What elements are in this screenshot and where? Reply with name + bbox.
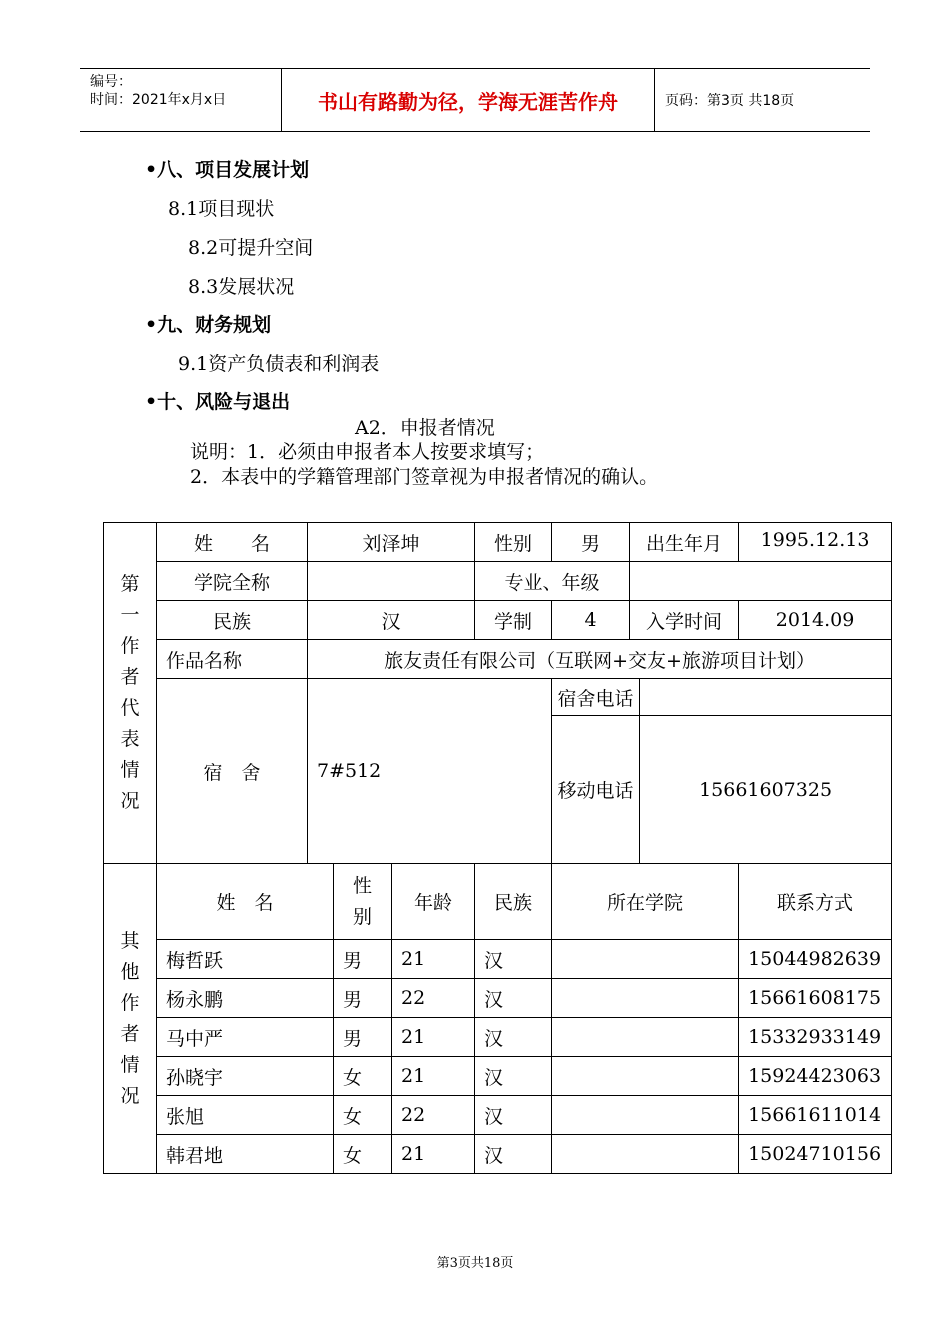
major-value [630,562,892,601]
work-label: 作品名称 [157,640,308,679]
time-label: 时间：2021年x月x日 [90,92,227,108]
author-age: 22 [392,979,475,1018]
author-age: 21 [392,1135,475,1174]
author-contact: 15924423063 [739,1057,892,1096]
author-age: 21 [392,1057,475,1096]
work-value: 旅友责任有限公司（互联网+交友+旅游项目计划） [308,640,892,679]
col-header-contact: 联系方式 [739,864,892,940]
length-value: 4 [552,601,630,640]
col-header-gender: 性别 [334,864,392,940]
col-header-ethnic: 民族 [475,864,552,940]
table-row [104,1135,892,1174]
page-footer: 第3页共18页 [436,1256,514,1271]
author-college [552,1135,739,1174]
applicant-table [103,522,892,1174]
length-label: 学制 [475,601,552,640]
author-college [552,1018,739,1057]
author-contact: 15024710156 [739,1135,892,1174]
dorm-value: 7#512 [308,679,552,864]
other-authors-side-label: 其他作者情况 [104,864,157,1174]
author-gender: 男 [334,1018,392,1057]
ethnic-label: 民族 [157,601,308,640]
author-age: 22 [392,1096,475,1135]
outline-item-9-1: 9.1资产负债表和利润表 [178,353,380,375]
author-gender: 男 [334,979,392,1018]
author-age: 21 [392,940,475,979]
author-college [552,979,739,1018]
author-college [552,940,739,979]
first-author-side-label: 第一作者代表情况 [104,523,157,864]
mobile-label: 移动电话 [552,716,640,864]
college-label: 学院全称 [157,562,308,601]
author-age: 21 [392,1018,475,1057]
author-name: 张旭 [157,1096,334,1135]
author-gender: 女 [334,1057,392,1096]
author-ethnic: 汉 [475,1057,552,1096]
author-name: 梅哲跃 [157,940,334,979]
birth-label: 出生年月 [630,523,739,562]
col-header-name: 姓 名 [157,864,334,940]
author-contact: 15332933149 [739,1018,892,1057]
header-motto-cell [282,69,655,131]
col-header-college: 所在学院 [552,864,739,940]
outline-heading-10: •十、风险与退出 [145,391,291,413]
author-gender: 女 [334,1135,392,1174]
gender-label: 性别 [475,523,552,562]
outline-heading-9: •九、财务规划 [145,314,272,336]
section-note-1: 说明：1．必须由申报者本人按要求填写； [190,441,545,463]
ethnic-value: 汉 [308,601,475,640]
mobile-value: 15661607325 [640,716,892,864]
author-contact: 15661608175 [739,979,892,1018]
section-title: A2．申报者情况 [355,417,495,439]
author-ethnic: 汉 [475,1135,552,1174]
college-value [308,562,475,601]
header-page-cell [655,69,870,131]
outline-heading-8: •八、项目发展计划 [145,159,310,181]
major-label: 专业、年级 [475,562,630,601]
author-contact: 15044982639 [739,940,892,979]
author-college [552,1057,739,1096]
name-label: 姓 名 [157,523,308,562]
outline-item-8-1: 8.1项目现状 [168,198,275,220]
page-info: 页码：第3页 共18页 [665,93,795,109]
author-name: 孙晓宇 [157,1057,334,1096]
serial-label: 编号： [90,74,132,90]
table-row [104,1057,892,1096]
author-name: 马中严 [157,1018,334,1057]
author-contact: 15661611014 [739,1096,892,1135]
table-row [104,1096,892,1135]
enroll-value: 2014.09 [739,601,892,640]
author-college [552,1096,739,1135]
outline-item-8-2: 8.2可提升空间 [188,237,314,259]
gender-value: 男 [552,523,630,562]
table-row [104,1018,892,1057]
enroll-label: 入学时间 [630,601,739,640]
author-gender: 女 [334,1096,392,1135]
author-ethnic: 汉 [475,940,552,979]
author-ethnic: 汉 [475,1096,552,1135]
page-header [80,68,870,132]
section-note-2: 2．本表中的学籍管理部门签章视为申报者情况的确认。 [190,466,659,488]
motto: 书山有路勤为径，学海无涯苦作舟 [318,89,618,114]
author-ethnic: 汉 [475,1018,552,1057]
table-row [104,940,892,979]
dorm-label: 宿 舍 [157,679,308,864]
author-name: 韩君地 [157,1135,334,1174]
table-row [104,979,892,1018]
outline-item-8-3: 8.3发展状况 [188,276,295,298]
author-name: 杨永鹏 [157,979,334,1018]
author-ethnic: 汉 [475,979,552,1018]
header-meta-cell [80,69,282,131]
name-value: 刘泽坤 [308,523,475,562]
dorm-phone-label: 宿舍电话 [552,679,640,716]
birth-value: 1995.12.13 [739,523,892,562]
col-header-age: 年龄 [392,864,475,940]
dorm-phone-value [640,679,892,716]
author-gender: 男 [334,940,392,979]
